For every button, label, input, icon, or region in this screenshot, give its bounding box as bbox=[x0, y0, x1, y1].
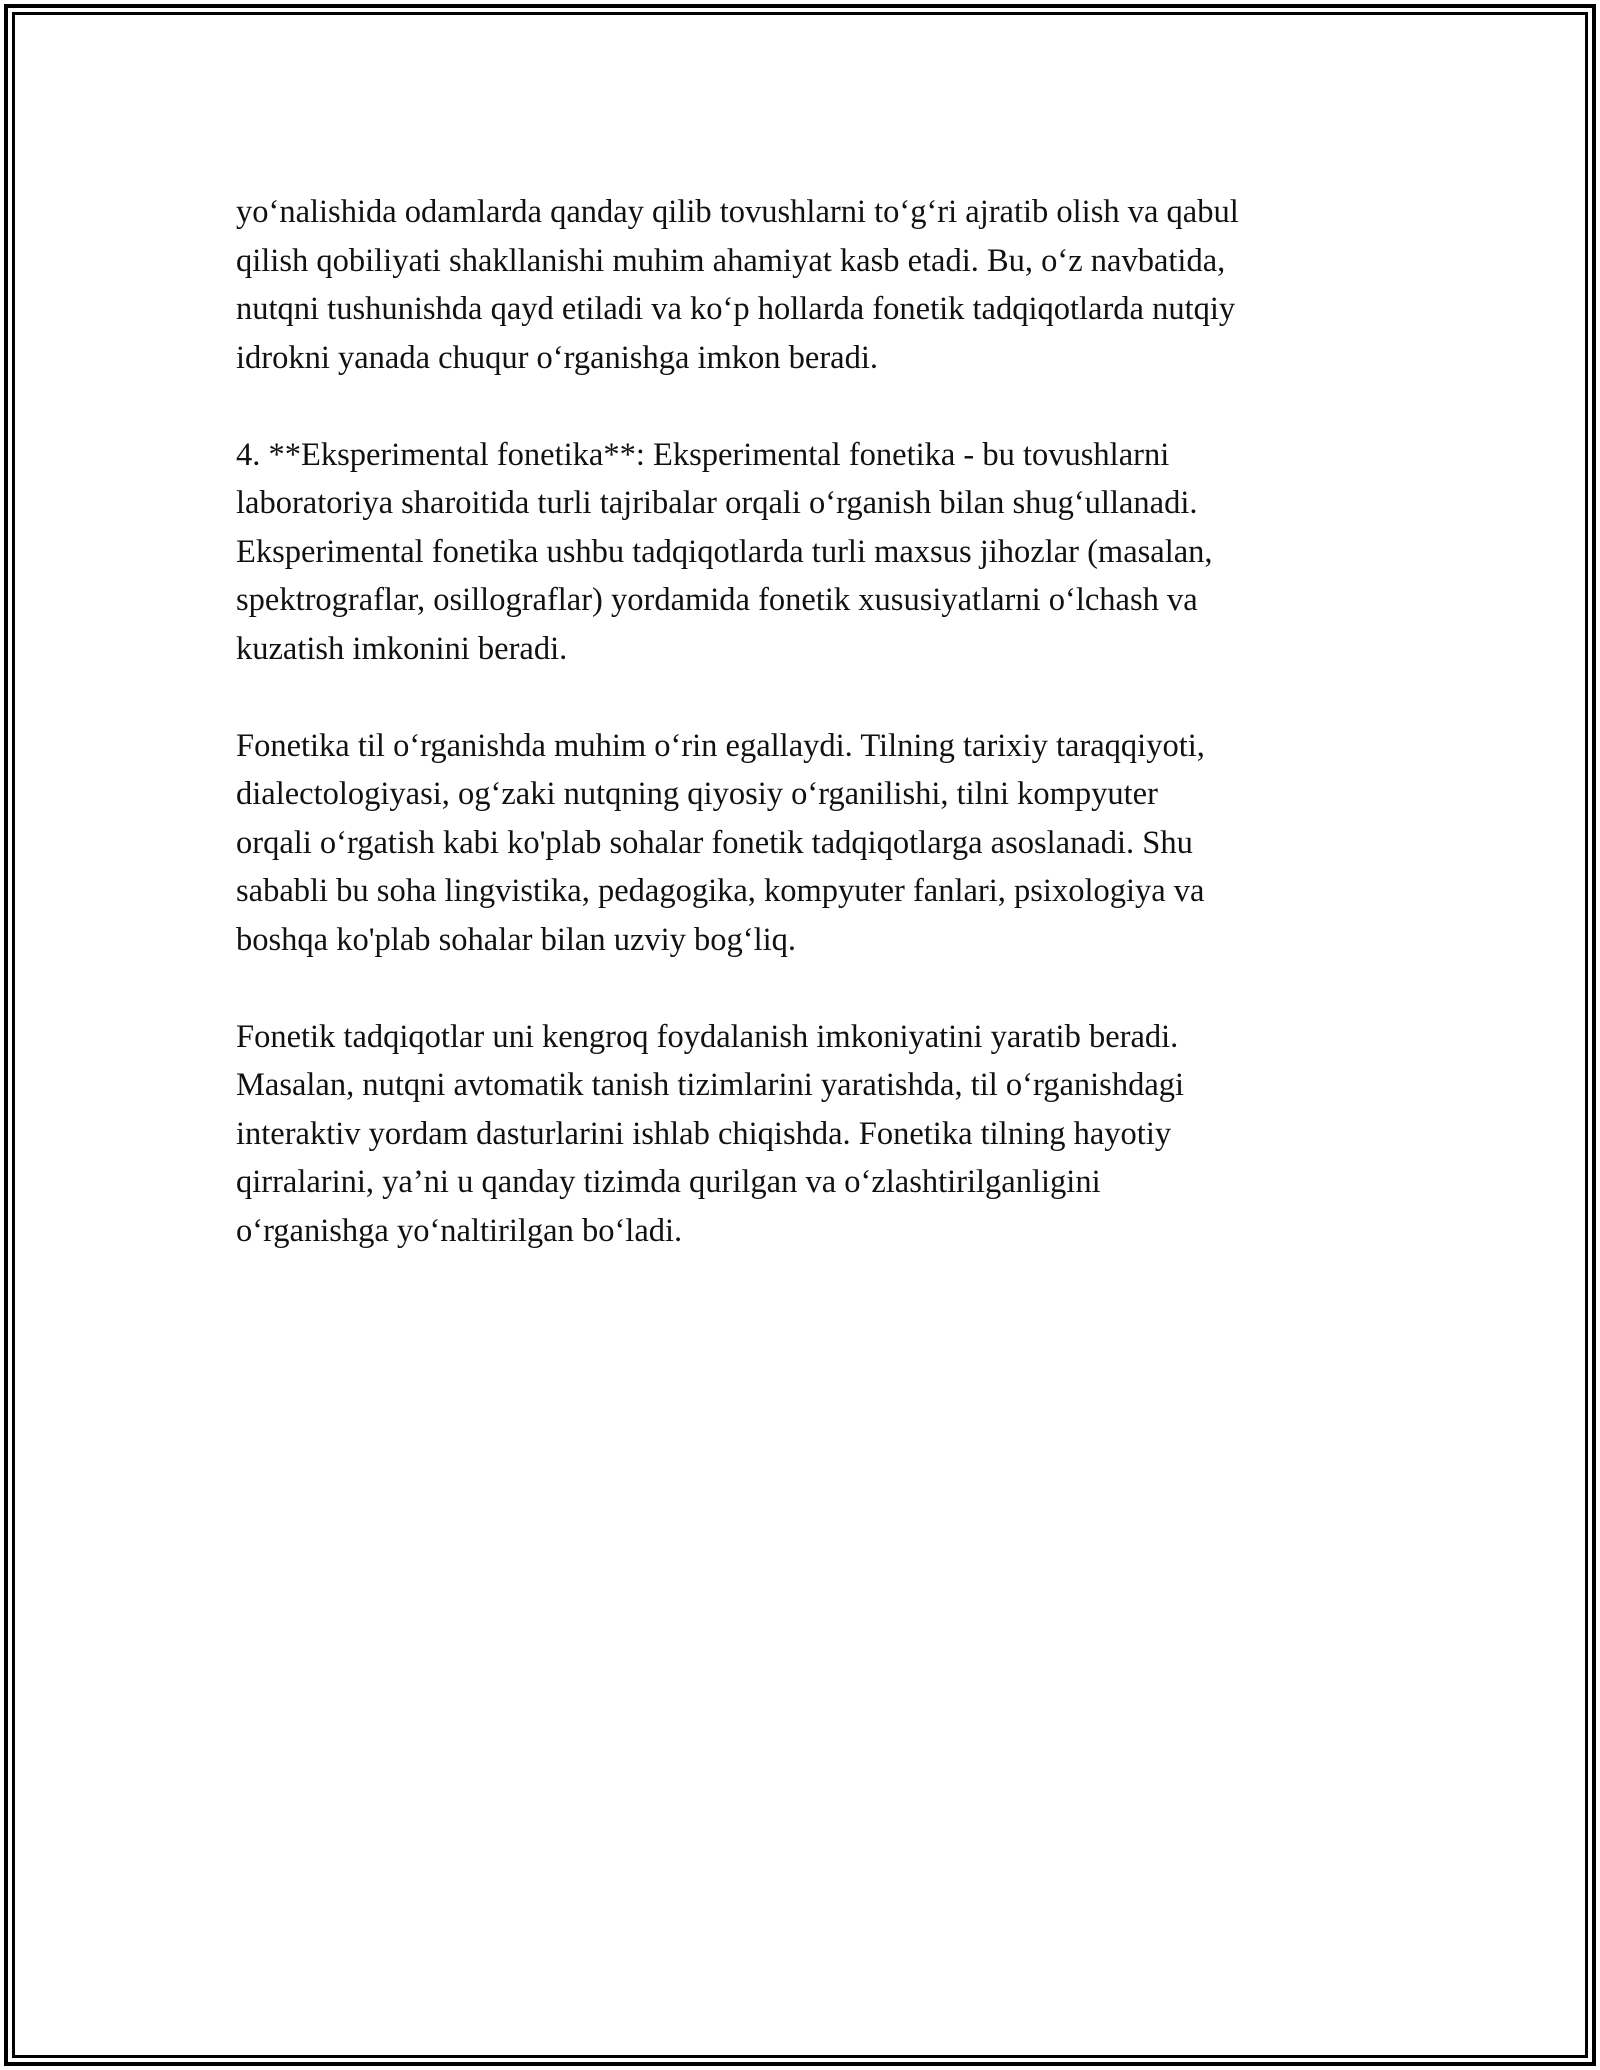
paragraph-line: Eksperimental fonetika ushbu tadqiqotlarda turli maxsus jihozlar (masalan, bbox=[236, 533, 1213, 570]
paragraph-line: nutqni tushunishda qayd etiladi va ko‘p hollarda fonetik tadqiqotlarda nutqiy bbox=[236, 291, 1236, 327]
paragraph-line: idrokni yanada chuqur o‘rganishga imkon beradi. bbox=[236, 339, 879, 376]
paragraph-line: qilish qobiliyati shakllanishi muhim ahamiyat kasb etadi. Bu, o‘z navbatida, bbox=[236, 242, 1226, 279]
paragraph-line: Fonetik tadqiqotlar uni kengroq foydalanish imkoniyatini yaratib beradi. bbox=[236, 1018, 1179, 1055]
paragraph-line: laboratoriya sharoitida turli tajribalar orqali o‘rganish bilan shug‘ullanadi. bbox=[236, 485, 1198, 521]
paragraph-1 bbox=[236, 188, 1406, 382]
paragraph-line: Fonetika til o‘rganishda muhim o‘rin egallaydi. Tilning tarixiy taraqqiyoti, bbox=[236, 727, 1205, 764]
paragraph-2 bbox=[236, 431, 1406, 674]
paragraph-line: Masalan, nutqni avtomatik tanish tizimlarini yaratishda, til o‘rganishdagi bbox=[236, 1067, 1185, 1103]
paragraph-line: kuzatish imkonini beradi. bbox=[236, 630, 568, 667]
paragraph-line: spektrograflar, osillograflar) yordamida fonetik xususiyatlarni o‘lchash va bbox=[236, 582, 1198, 618]
document-body bbox=[236, 188, 1406, 1304]
paragraph-line: boshqa ko'plab sohalar bilan uzviy bog‘liq. bbox=[236, 921, 797, 958]
paragraph-line: o‘rganishga yo‘naltirilgan bo‘ladi. bbox=[236, 1212, 683, 1249]
paragraph-line: orqali o‘rgatish kabi ko'plab sohalar fonetik tadqiqotlarga asoslanadi. Shu bbox=[236, 824, 1193, 861]
paragraph-line: 4. **Eksperimental fonetika**: Eksperimental fonetika - bu tovushlarni bbox=[236, 436, 1170, 473]
paragraph-line: yo‘nalishida odamlarda qanday qilib tovushlarni to‘g‘ri ajratib olish va qabul bbox=[236, 194, 1239, 230]
paragraph-4 bbox=[236, 1013, 1406, 1256]
paragraph-line: interaktiv yordam dasturlarini ishlab chiqishda. Fonetika tilning hayotiy bbox=[236, 1115, 1172, 1152]
paragraph-3 bbox=[236, 722, 1406, 965]
paragraph-line: sababli bu soha lingvistika, pedagogika, kompyuter fanlari, psixologiya va bbox=[236, 873, 1205, 909]
paragraph-line: qirralarini, ya’ni u qanday tizimda qurilgan va o‘zlashtirilganligini bbox=[236, 1164, 1101, 1200]
paragraph-line: dialectologiyasi, og‘zaki nutqning qiyosiy o‘rganilishi, tilni kompyuter bbox=[236, 776, 1158, 812]
